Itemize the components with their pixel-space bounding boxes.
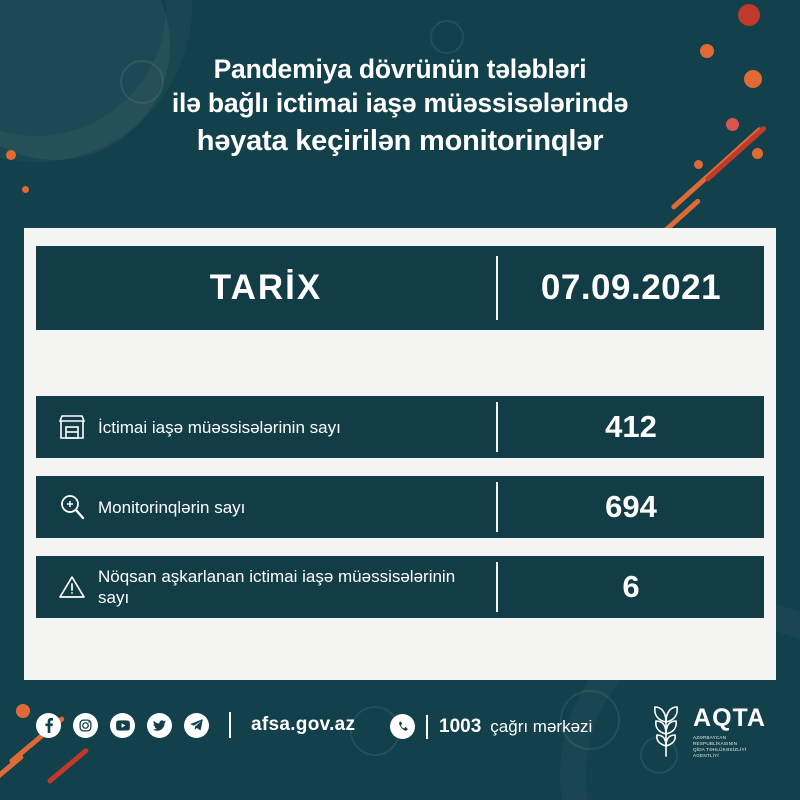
stat-label: Nöqsan aşkarlanan ictimai iaşə müəssisələrinin sayı bbox=[98, 567, 456, 607]
date-label: TARİX bbox=[209, 268, 323, 307]
warning-triangle-icon bbox=[50, 573, 94, 601]
call-center-number: 1003 bbox=[439, 715, 482, 737]
deco-dot bbox=[22, 186, 29, 193]
stat-value: 6 bbox=[622, 569, 640, 604]
stat-left bbox=[36, 396, 496, 458]
call-divider bbox=[426, 715, 428, 739]
twitter-icon[interactable] bbox=[147, 713, 172, 738]
wheat-icon bbox=[647, 702, 685, 763]
logo-text bbox=[693, 706, 766, 759]
title-line-1: Pandemiya dövrünün tələbləri bbox=[213, 54, 587, 84]
stat-value: 412 bbox=[605, 409, 657, 444]
stat-row-establishments bbox=[36, 396, 764, 458]
footer-divider bbox=[229, 712, 231, 738]
logo-subtitle-line: QİDA TƏHLÜKƏSİZLİYİ bbox=[693, 747, 747, 752]
date-row bbox=[36, 246, 764, 330]
telegram-icon[interactable] bbox=[184, 713, 209, 738]
stat-row-violations bbox=[36, 556, 764, 618]
title-line-2: ilə bağlı ictimai iaşə müəssisələrində bbox=[171, 88, 629, 118]
date-value: 07.09.2021 bbox=[540, 268, 722, 307]
aqta-logo bbox=[647, 702, 766, 763]
stat-label: Monitorinqlərin sayı bbox=[98, 497, 246, 517]
call-center bbox=[390, 714, 592, 739]
stat-value: 694 bbox=[605, 489, 657, 524]
logo-subtitle-line: AZƏRBAYCAN bbox=[693, 735, 727, 740]
stats-list bbox=[36, 396, 764, 636]
stat-left bbox=[36, 556, 496, 618]
footer bbox=[0, 680, 800, 800]
instagram-icon[interactable] bbox=[73, 713, 98, 738]
deco-ring bbox=[430, 20, 464, 54]
title-line-3: həyata keçirilən monitorinqlər bbox=[196, 125, 604, 157]
logo-subtitle bbox=[693, 735, 766, 759]
call-center-label: çağrı mərkəzi bbox=[490, 716, 593, 736]
website-link[interactable]: afsa.gov.az bbox=[251, 714, 356, 735]
phone-icon bbox=[390, 714, 415, 739]
deco-dot bbox=[694, 160, 703, 169]
magnifier-icon bbox=[50, 493, 94, 521]
social-links bbox=[36, 712, 355, 738]
poster-title bbox=[0, 52, 800, 158]
logo-subtitle-line: RESPUBLİKASININ bbox=[693, 741, 738, 746]
facebook-icon[interactable] bbox=[36, 713, 61, 738]
stat-left bbox=[36, 476, 496, 538]
logo-name: AQTA bbox=[693, 704, 766, 732]
logo-subtitle-line: AGENTLİYİ bbox=[693, 753, 719, 758]
deco-dot bbox=[738, 4, 760, 26]
stat-row-monitorings bbox=[36, 476, 764, 538]
youtube-icon[interactable] bbox=[110, 713, 135, 738]
shop-icon bbox=[50, 413, 94, 441]
stat-label: İctimai iaşə müəssisələrinin sayı bbox=[98, 417, 341, 437]
